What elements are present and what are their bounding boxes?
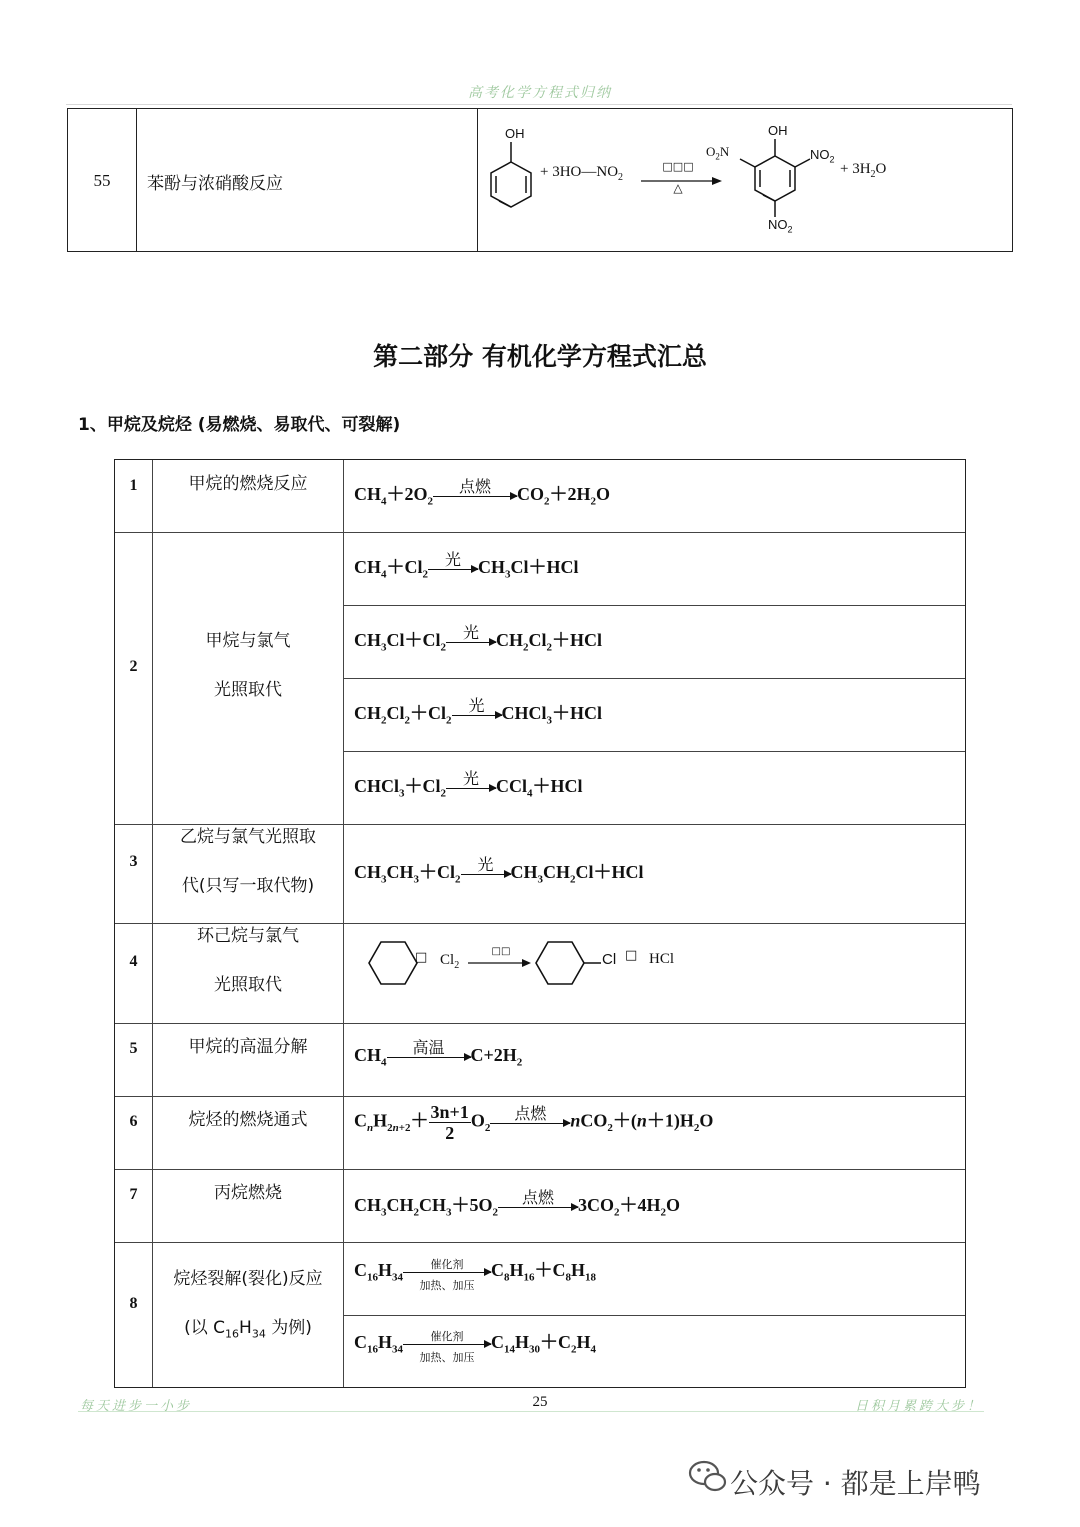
row-3-name-l1: 乙烷与氯气光照取	[180, 827, 316, 847]
row-4-name-l1: 环己烷与氯气	[197, 926, 299, 946]
sub-row-divider	[343, 1315, 965, 1316]
nitric-acid-reagent	[540, 164, 623, 183]
row-6-num: 6	[129, 1113, 138, 1130]
cond-catalyst: 催化剂	[430, 1329, 464, 1343]
wechat-icon	[688, 1458, 728, 1494]
water-sub: 2	[870, 169, 876, 180]
row-7-num: 7	[129, 1186, 138, 1203]
cond-light: 光	[462, 768, 479, 788]
row55-num: 55	[93, 171, 111, 190]
footer-left: 每天进步一小步	[80, 1399, 193, 1414]
table-row-55	[67, 108, 1013, 252]
reagent-sub: 2	[618, 172, 624, 183]
section-title: 1、甲烷及烷烃 (易燃烧、易取代、可裂解)	[78, 415, 401, 435]
row8-l2-sub2: 34	[251, 1327, 266, 1341]
row8-l2-sub: 16	[225, 1327, 240, 1341]
o2n-sub: 2	[715, 151, 720, 162]
cond-high-temp: 高温	[412, 1037, 445, 1057]
row-3-name-l2: 代(只写一取代物)	[181, 876, 315, 896]
water-product	[840, 161, 886, 180]
eq-6: $C_nH_{2n+2}+$ $\frac{3n+1}{2}O_2$ 点燃 $nCO_2+(n+1)H_2O$	[354, 1102, 714, 1143]
sub-row-divider	[343, 751, 965, 752]
frac-num: 3n+1	[430, 1102, 469, 1122]
no2b-sub: 2	[787, 224, 793, 235]
row-8-name-l1: 烷烃裂解(裂化)反应	[173, 1269, 323, 1289]
row4-hcl: HCl	[649, 951, 675, 967]
eq-2b: $CH_3Cl+Cl_2$ 光 $CH_2Cl_2+HCl$	[354, 626, 602, 654]
row-8-name-l2	[153, 1304, 343, 1358]
cond-heat-pressure: 加热、加压	[419, 1278, 475, 1292]
eq-1: $CH_4+2O_2$ 点燃 $CO_2+2H_2O$	[354, 480, 610, 508]
reagent-text: + 3HO—NO	[540, 164, 619, 180]
alkane-equations-table	[114, 459, 966, 1388]
cond-ignite: 点燃	[459, 476, 492, 496]
cond-light: 光	[468, 695, 485, 715]
row55-name-cell	[137, 109, 478, 251]
row8-l2-a: (以 C	[184, 1318, 226, 1338]
cond-light: 光	[462, 622, 479, 642]
eq-8b: $C_{16}H_{34}$ 催化剂 加热、加压 $C_{14}H_{30}+C_2H_4$	[354, 1329, 597, 1364]
row4-cl2	[440, 952, 459, 971]
row55-equation	[478, 109, 1012, 251]
row-2-name-l1: 甲烷与氯气	[205, 631, 291, 651]
row-4-num: 4	[129, 953, 138, 970]
row-1-name: 甲烷的燃烧反应	[188, 474, 308, 494]
cond-light: 光	[477, 854, 494, 874]
eq-5: $CH_4$ 高温 $C+2H_2$	[354, 1045, 522, 1069]
footer-divider	[78, 1411, 984, 1412]
cond-ignite: 点燃	[522, 1187, 555, 1207]
phenol-oh-label: OH	[505, 126, 525, 141]
eq-2a: $CH_4+Cl_2$ 光 $CH_3Cl+HCl$	[354, 553, 579, 581]
sub-row-divider	[343, 678, 965, 679]
row-7-name: 丙烷燃烧	[214, 1183, 282, 1203]
row4-box-1: □	[415, 950, 428, 965]
header-divider	[66, 104, 1012, 105]
row-3-num: 3	[129, 853, 138, 870]
row8-l2-c: 为例)	[265, 1318, 312, 1338]
frac-den: 2	[445, 1123, 455, 1143]
row55-num-cell	[68, 109, 137, 251]
row-divider	[115, 1242, 965, 1243]
water-text: + 3H	[840, 161, 871, 177]
no2b-text: NO	[768, 217, 788, 232]
eq-3: $CH_3CH_3+Cl_2$ 光 $CH_3CH_2Cl+HCl$	[354, 858, 644, 886]
cond-light: 光	[444, 549, 461, 569]
header-title: 高考化学方程式归纳	[468, 85, 612, 101]
row-5-num: 5	[129, 1040, 138, 1057]
row-2-num: 2	[129, 658, 138, 675]
cond-above: □□□	[662, 160, 694, 173]
row4-cl: Cl	[602, 951, 617, 968]
cond-catalyst: 催化剂	[430, 1257, 464, 1271]
product-oh-label: OH	[768, 123, 788, 138]
cond-below-heat: △	[673, 181, 683, 195]
eq-8a: $C_{16}H_{34}$ 催化剂 加热、加压 $C_8H_{16}+C_8H_{18}$	[354, 1257, 597, 1292]
row-5-name: 甲烷的高温分解	[188, 1037, 308, 1057]
water-end: O	[875, 161, 887, 177]
no2-text: NO	[810, 147, 830, 162]
row4-cond: □□	[491, 946, 511, 957]
o2n-n: N	[719, 144, 730, 159]
watermark-text: 公众号 · 都是上岸鸭	[730, 1467, 981, 1500]
row-8-num: 8	[129, 1295, 138, 1312]
cond-heat-pressure: 加热、加压	[419, 1350, 475, 1364]
no2-bottom-label	[768, 217, 793, 235]
row-divider	[115, 532, 965, 533]
row-1-num: 1	[129, 477, 138, 494]
no2-sub: 2	[829, 154, 835, 165]
row-2-name-l2: 光照取代	[214, 680, 282, 700]
row4-box-2: □	[625, 948, 638, 963]
row8-l2-b: H	[239, 1318, 252, 1338]
row-6-name: 烷烃的燃烧通式	[188, 1110, 308, 1130]
cl2-sub: 2	[454, 960, 460, 971]
page-number: 25	[532, 1394, 548, 1410]
cond-ignite: 点燃	[514, 1103, 547, 1123]
no2-right-label	[810, 147, 835, 165]
row55-name: 苯酚与浓硝酸反应	[147, 174, 283, 194]
eq-2c: $CH_2Cl_2+Cl_2$ 光 CHCl$_3$＋HCl	[354, 699, 602, 727]
eq-2d: $CHCl_3+Cl_2$ 光 CCl$_4$＋HCl	[354, 772, 583, 800]
eq-7: $CH_3CH_2CH_3+5O_2$ 点燃 $3CO_2+4H_2O$	[354, 1191, 680, 1219]
sub-row-divider	[343, 605, 965, 606]
o2n-label	[706, 144, 729, 162]
o2n-o: O	[706, 144, 716, 159]
part-title: 第二部分 有机化学方程式汇总	[373, 342, 707, 371]
row-4-name-l2: 光照取代	[214, 975, 282, 995]
cl2-text: Cl	[440, 952, 455, 968]
footer-right: 日积月累跨大步！	[855, 1399, 984, 1414]
